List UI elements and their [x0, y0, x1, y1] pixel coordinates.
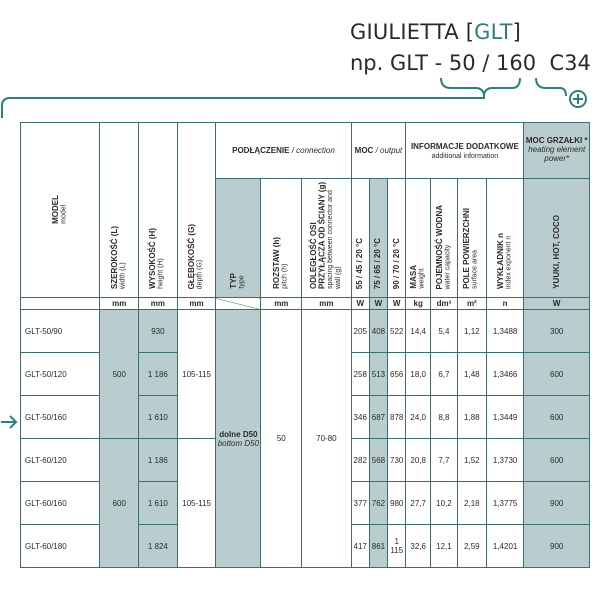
header-exponent: WYKŁADNIK n index exponent n [486, 179, 524, 298]
header-spacing: ODLEGŁOŚĆ OSI PRZYŁĄCZA OD ŚCIANY (g) spacing between connector and wall (g) [302, 179, 351, 298]
arrow-right-icon [0, 413, 20, 431]
unit-out2: W [369, 298, 387, 310]
cell-height: 930 [139, 310, 178, 353]
cell-model: GLT-50/120 [21, 353, 100, 396]
brace-size [441, 78, 520, 94]
cell-depth: 105-115 [177, 310, 216, 439]
cell-spacing: 70-80 [302, 310, 351, 568]
cell-depth: 105-115 [177, 439, 216, 568]
cell-height: 1 824 [139, 525, 178, 568]
header-width: SZEROKOŚĆ (L) width (L) [100, 123, 139, 298]
cell-out2: 861 [369, 525, 387, 568]
cell-power: 600 [524, 396, 590, 439]
cell-mass: 20,8 [406, 439, 431, 482]
header-pitch: ROZSTAW (h) pitch (h) [261, 179, 302, 298]
header-depth: GŁĘBOKOŚĆ (G) depth (G) [177, 123, 216, 298]
product-code: GLT [474, 20, 513, 44]
header-type: TYP type [216, 179, 261, 298]
cell-out2: 513 [369, 353, 387, 396]
cell-mass: 24,0 [406, 396, 431, 439]
cell-exp: 1,3730 [486, 439, 524, 482]
cell-connection-type: dolne D50 bottom D50 [216, 310, 261, 568]
cell-model: GLT-60/180 [21, 525, 100, 568]
unit-spacing: mm [302, 298, 351, 310]
example-width: 50 [448, 51, 476, 75]
cell-water: 12,1 [431, 525, 458, 568]
unit-mass: kg [406, 298, 431, 310]
header-connection: PODŁĄCZENIE / connection [216, 123, 351, 179]
cell-out2: 568 [369, 439, 387, 482]
unit-out1: W [351, 298, 369, 310]
cell-out1: 282 [351, 439, 369, 482]
header-water-capacity: POJEMNOŚĆ WODNA water capacity [431, 179, 458, 298]
cell-out3: 878 [388, 396, 406, 439]
example-code: np. GLT - 50 / 160 C34 [350, 51, 591, 75]
header-surface-area: POLE POWIERZCHNI surface area [457, 179, 486, 298]
cell-power: 900 [524, 482, 590, 525]
units-row [21, 298, 590, 310]
cell-water: 7,7 [431, 439, 458, 482]
cell-surface: 2,59 [457, 525, 486, 568]
size-connector-line [2, 94, 484, 118]
cell-model: GLT-50/90 [21, 310, 100, 353]
table-row [21, 310, 590, 353]
header-model: MODEL model [21, 123, 100, 298]
cell-exp: 1,3488 [486, 310, 524, 353]
cell-water: 8,8 [431, 396, 458, 439]
cell-out2: 408 [369, 310, 387, 353]
cell-mass: 18,0 [406, 353, 431, 396]
header-heater-power: MOC GRZAŁKI * heating element power* [524, 123, 590, 179]
unit-surface: m² [457, 298, 486, 310]
plus-circle-icon [570, 91, 586, 107]
cell-power: 300 [524, 310, 590, 353]
cell-out1: 346 [351, 396, 369, 439]
header-output-75: 75 / 65 / 20 °C [369, 179, 387, 298]
unit-pitch: mm [261, 298, 302, 310]
cell-height: 1 186 [139, 439, 178, 482]
cell-out1: 417 [351, 525, 369, 568]
cell-out3: 522 [388, 310, 406, 353]
cell-water: 10,2 [431, 482, 458, 525]
cell-exp: 1,4201 [486, 525, 524, 568]
cell-mass: 27,7 [406, 482, 431, 525]
cell-exp: 1,3449 [486, 396, 524, 439]
cell-pitch: 50 [261, 310, 302, 568]
cell-power: 600 [524, 439, 590, 482]
cell-surface: 1,52 [457, 439, 486, 482]
cell-exp: 1,3466 [486, 353, 524, 396]
cell-power: 900 [524, 525, 590, 568]
cell-height: 1 610 [139, 482, 178, 525]
example-height: 160 [496, 51, 537, 75]
header-info: INFORMACJE DODATKOWE additional information [406, 123, 524, 179]
header-heater-types: YUUKI, HOT, COCO [524, 179, 590, 298]
unit-exp: n [486, 298, 524, 310]
cell-out1: 377 [351, 482, 369, 525]
cell-model: GLT-60/120 [21, 439, 100, 482]
unit-width: mm [100, 298, 139, 310]
cell-width: 600 [100, 439, 139, 568]
brace-option [536, 78, 566, 96]
cell-out3: 1 115 [388, 525, 406, 568]
cell-out1: 205 [351, 310, 369, 353]
cell-power: 600 [524, 353, 590, 396]
cell-width: 500 [100, 310, 139, 439]
example-option: C34 [549, 51, 591, 75]
product-name: GIULIETTA [GLT] [350, 20, 522, 44]
cell-mass: 14,4 [406, 310, 431, 353]
cell-mass: 32,6 [406, 525, 431, 568]
unit-model [21, 298, 100, 310]
unit-water: dm³ [431, 298, 458, 310]
header-mass: MASA weight [406, 179, 431, 298]
cell-surface: 1,48 [457, 353, 486, 396]
cell-out3: 730 [388, 439, 406, 482]
unit-out3: W [388, 298, 406, 310]
cell-surface: 2,18 [457, 482, 486, 525]
cell-height: 1 610 [139, 396, 178, 439]
unit-depth: mm [177, 298, 216, 310]
cell-water: 6,7 [431, 353, 458, 396]
cell-out1: 258 [351, 353, 369, 396]
cell-model: GLT-50/160 [21, 396, 100, 439]
cell-height: 1 186 [139, 353, 178, 396]
cell-surface: 1,12 [457, 310, 486, 353]
code-connector-lines [0, 0, 603, 125]
unit-power: W [524, 298, 590, 310]
cell-out3: 656 [388, 353, 406, 396]
cell-exp: 1,3775 [486, 482, 524, 525]
unit-type [216, 298, 261, 310]
cell-model: GLT-60/160 [21, 482, 100, 525]
unit-height: mm [139, 298, 178, 310]
spec-table [20, 122, 590, 568]
header-output-55: 55 / 45 / 20 °C [351, 179, 369, 298]
cell-out2: 762 [369, 482, 387, 525]
header-height: WYSOKOŚĆ (H) height (H) [139, 123, 178, 298]
header-output: MOC / output [351, 123, 406, 179]
cell-out3: 980 [388, 482, 406, 525]
cell-water: 5,4 [431, 310, 458, 353]
header-output-90: 90 / 70 / 20 °C [388, 179, 406, 298]
cell-out2: 687 [369, 396, 387, 439]
cell-surface: 1,88 [457, 396, 486, 439]
